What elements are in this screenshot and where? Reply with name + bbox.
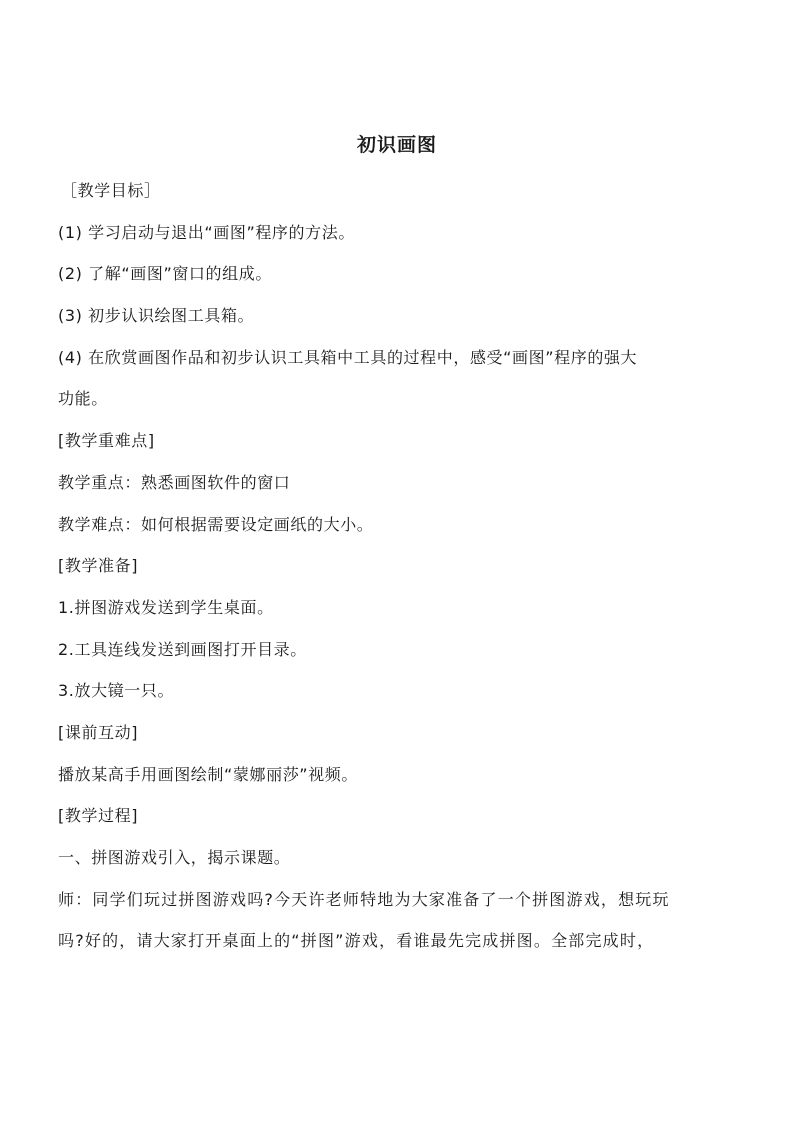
objective-item-1: (1) 学习启动与退出“画图”程序的方法。 — [58, 222, 355, 242]
section-heading-key-points: [教学重难点] — [58, 431, 155, 451]
objective-item-3: (3) 初步认识绘图工具箱。 — [58, 306, 255, 326]
section-heading-process: [教学过程] — [58, 806, 139, 826]
process-step-1-heading: 一、拼图游戏引入，揭示课题。 — [58, 848, 291, 867]
section-heading-pre-class: [课前互动] — [58, 722, 139, 742]
objective-item-4: (4) 在欣赏画图作品和初步认识工具箱中工具的过程中，感受“画图”程序的强大 — [58, 347, 638, 367]
difficulty-text: 教学难点：如何根据需要设定画纸的大小。 — [58, 514, 374, 534]
preparation-item-2: 2.工具连线发送到画图打开目录。 — [58, 639, 307, 659]
process-paragraph-line-1: 师：同学们玩过拼图游戏吗?今天许老师特地为大家准备了一个拼图游戏，想玩玩 — [58, 889, 670, 909]
process-paragraph-line-2: 吗?好的，请大家打开桌面上的“拼图”游戏，看谁最先完成拼图。全部完成时， — [58, 931, 655, 951]
section-heading-preparation: [教学准备] — [58, 556, 139, 576]
document-body — [58, 170, 738, 962]
document-title: 初识画图 — [356, 134, 437, 156]
section-heading-objectives: ［教学目标］ — [61, 181, 161, 200]
objective-item-4-continued: 功能。 — [58, 389, 108, 409]
objective-item-2: (2) 了解“画图”窗口的组成。 — [58, 264, 272, 284]
key-point-text: 教学重点：熟悉画图软件的窗口 — [58, 472, 291, 492]
preparation-item-1: 1.拼图游戏发送到学生桌面。 — [58, 597, 274, 617]
pre-class-text: 播放某高手用画图绘制“蒙娜丽莎”视频。 — [58, 764, 358, 784]
preparation-item-3: 3.放大镜一只。 — [58, 681, 175, 701]
